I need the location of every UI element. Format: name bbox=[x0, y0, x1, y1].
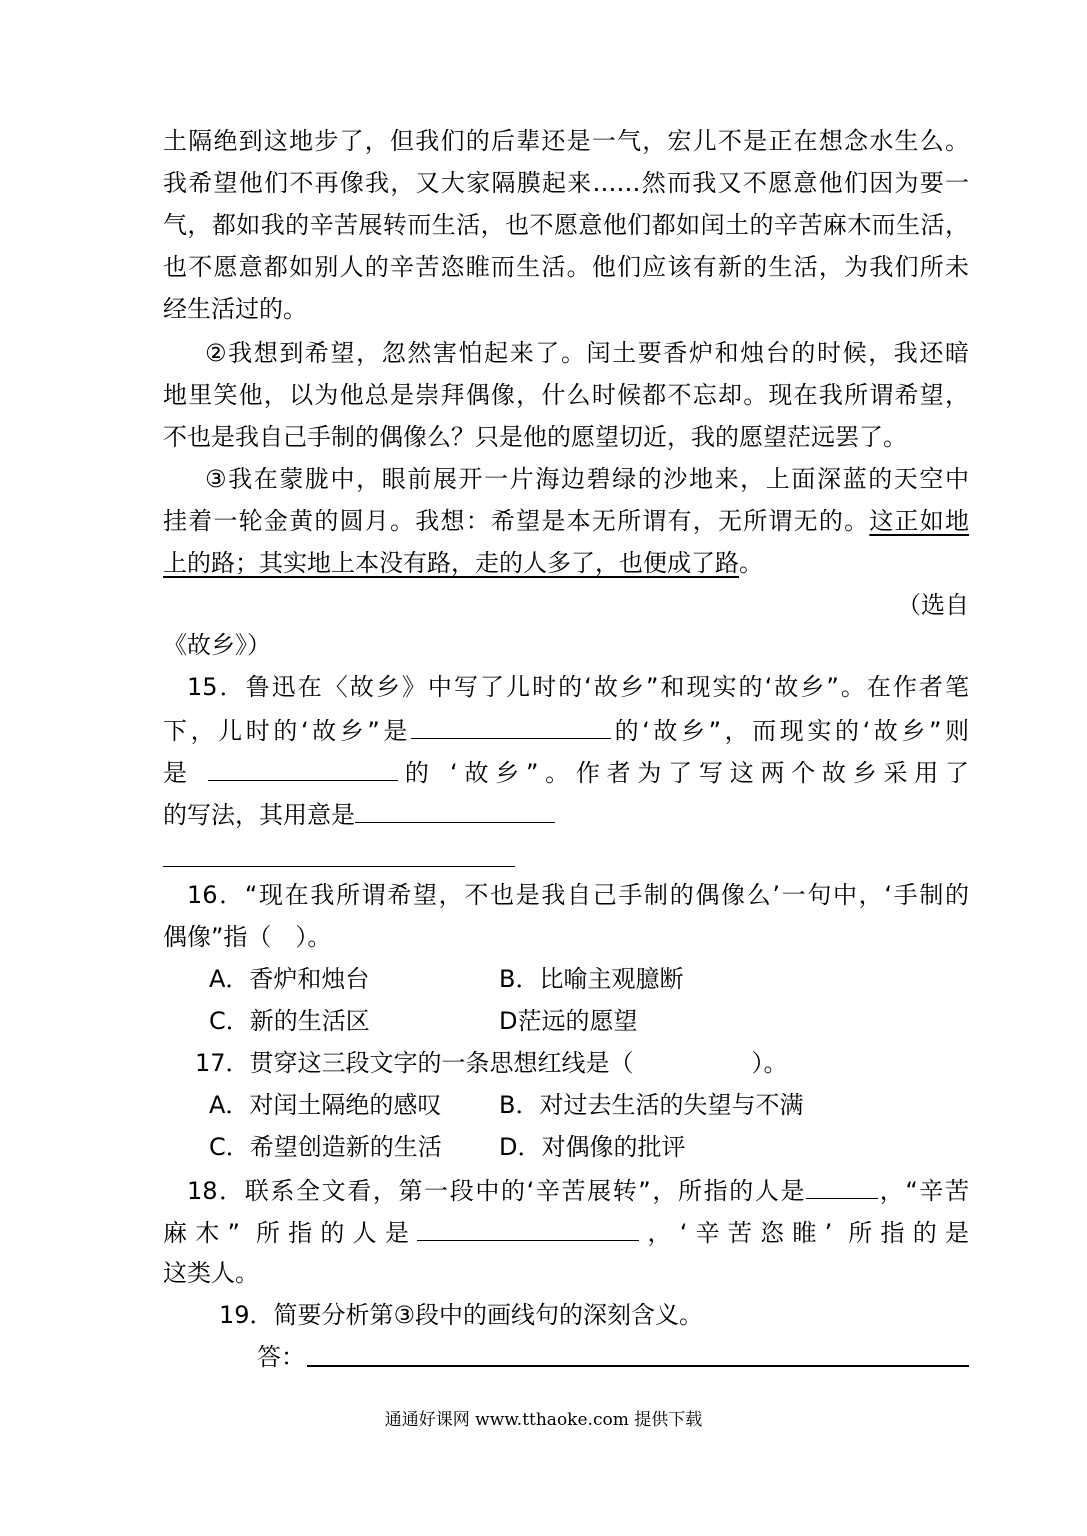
q17-option-a[interactable]: A．对闰土隔绝的感叹 bbox=[209, 1091, 442, 1119]
passage-p3-line-3 bbox=[163, 542, 763, 584]
q17-text-b: ）。 bbox=[751, 1049, 788, 1077]
underlined-sentence-start: 这正如地 bbox=[869, 507, 970, 535]
q19-answer-label: 答： bbox=[257, 1343, 305, 1371]
source-label-1: （选自 bbox=[897, 591, 969, 619]
passage-p3-line-2 bbox=[163, 500, 969, 542]
passage-p2-line-3: 不也是我自己手制的偶像么？只是他的愿望切近，我的愿望茫远罢了。 bbox=[163, 423, 907, 451]
q15-blank-1[interactable] bbox=[411, 708, 611, 739]
q17-text-a: 17．贯穿这三段文字的一条思想红线是（ bbox=[195, 1049, 634, 1077]
q16-option-c[interactable]: C．新的生活区 bbox=[209, 1007, 370, 1035]
q17-option-c[interactable]: C．希望创造新的生活 bbox=[209, 1133, 442, 1161]
q15-text-c: 是 bbox=[163, 759, 194, 787]
q16-line-1: 16．“现在我所谓希望，不也是我自己手制的偶像么’一句中，‘手制的 bbox=[187, 881, 969, 909]
q16-option-a[interactable]: A．香炉和烛台 bbox=[209, 965, 370, 993]
q16-line-2: 偶像”指（ ）。 bbox=[163, 923, 332, 951]
q18-blank-1[interactable] bbox=[806, 1168, 878, 1199]
q19-line-1: 19．简要分析第③段中的画线句的深刻含义。 bbox=[219, 1301, 704, 1329]
passage-p1-line-5: 经生活过的。 bbox=[163, 295, 307, 323]
q16-option-d[interactable]: D茫远的愿望 bbox=[499, 1007, 638, 1035]
q17-option-b[interactable]: B．对过去生活的失望与不满 bbox=[499, 1091, 804, 1119]
passage-p3-period: 。 bbox=[739, 549, 763, 577]
q15-line-2 bbox=[163, 708, 969, 750]
q18-text-a: 18．联系全文看，第一段中的‘辛苦展转”，所指的人是 bbox=[187, 1177, 807, 1205]
q15-text-d: 的 ‘故乡”。作者为了写这两个故乡采用了 bbox=[398, 759, 969, 787]
q18-line-1 bbox=[187, 1168, 969, 1210]
q18-text-c: 麻木” 所指的人是 bbox=[163, 1219, 418, 1247]
underlined-sentence-end: 上的路；其实地上本没有路，走的人多了，也便成了路 bbox=[163, 549, 739, 577]
q15-line-3 bbox=[163, 750, 969, 792]
q19-answer-line[interactable] bbox=[307, 1365, 969, 1367]
q15-text-a: 下，儿时的‘故乡”是 bbox=[163, 717, 411, 745]
q17-option-d[interactable]: D．对偶像的批评 bbox=[499, 1133, 686, 1161]
passage-p3-line-1: ③我在蒙胧中，眼前展开一片海边碧绿的沙地来，上面深蓝的天空中 bbox=[205, 465, 969, 493]
q15-line-4 bbox=[163, 792, 555, 834]
q17-line-1 bbox=[195, 1042, 788, 1084]
q15-blank-3[interactable] bbox=[355, 792, 555, 823]
passage-p1-line-4: 也不愿意都如别人的辛苦恣睢而生活。他们应该有新的生活，为我们所未 bbox=[163, 253, 969, 281]
q18-text-b: ，“辛苦 bbox=[878, 1177, 969, 1205]
source-label-2: 《故乡》） bbox=[163, 631, 271, 659]
passage-p1-line-2: 我希望他们不再像我，又大家隔膜起来……然而我又不愿意他们因为要一 bbox=[163, 169, 969, 197]
passage-p2-line-2: 地里笑他，以为他总是崇拜偶像，什么时候都不忘却。现在我所谓希望， bbox=[163, 381, 969, 409]
q18-line-3: 这类人。 bbox=[163, 1259, 259, 1287]
q15-line-1: 15．鲁迅在〈故乡》中写了儿时的‘故乡”和现实的‘故乡”。在作者笔 bbox=[187, 673, 969, 701]
q15-blank-2[interactable] bbox=[208, 750, 398, 781]
passage-p2-line-1: ②我想到希望，忽然害怕起来了。闰土要香炉和烛台的时候，我还暗 bbox=[205, 339, 969, 367]
q15-text-b: 的‘故乡”，而现实的‘故乡”则 bbox=[611, 717, 970, 745]
q18-text-d: ，‘辛苦恣睢’ 所指的是 bbox=[639, 1219, 969, 1247]
passage-p1-line-3: 气，都如我的辛苦展转而生活，也不愿意他们都如闰土的辛苦麻木而生活， bbox=[163, 211, 969, 239]
q15-text-e: 的写法，其用意是 bbox=[163, 801, 355, 829]
passage-p1-line-1: 土隔绝到这地步了，但我们的后辈还是一气，宏儿不是正在想念水生么。 bbox=[163, 127, 969, 155]
passage-p3-text: 挂着一轮金黄的圆月。我想：希望是本无所谓有，无所谓无的。 bbox=[163, 507, 870, 535]
q15-blank-4[interactable] bbox=[163, 866, 515, 867]
page-footer: 通通好课网 www.tthaoke.com 提供下载 bbox=[384, 1410, 703, 1430]
q16-option-b[interactable]: B．比喻主观臆断 bbox=[499, 965, 684, 993]
q18-line-2 bbox=[163, 1210, 969, 1252]
q18-blank-2[interactable] bbox=[417, 1210, 639, 1241]
